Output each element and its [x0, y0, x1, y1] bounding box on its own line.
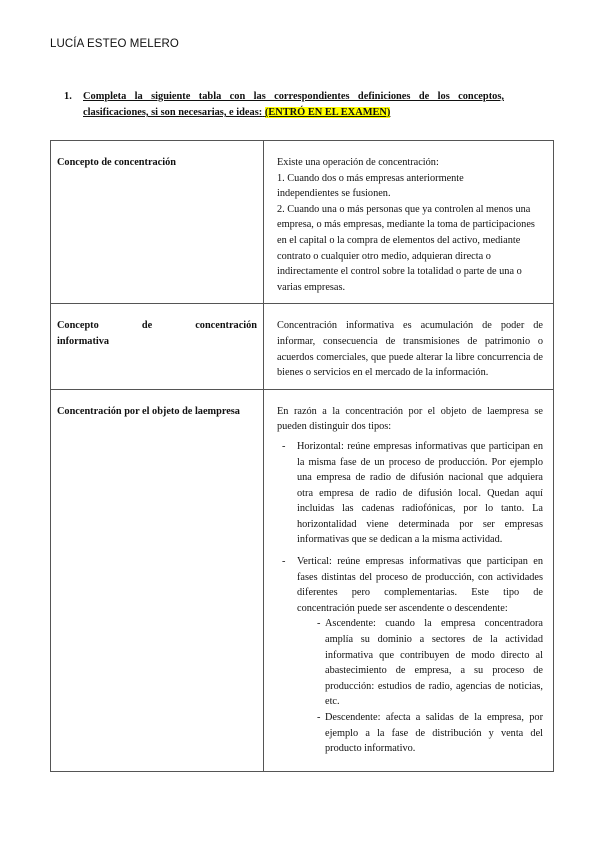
list-item: [317, 710, 543, 757]
concept-label: Concepto de concentración informativa: [57, 320, 257, 347]
concept-cell: Concepto de concentración: [51, 141, 264, 304]
definition-intro: En razón a la concentración por el objeto de laempresa se pueden distinguir dos tipos:: [277, 405, 543, 433]
definition-cell: [264, 141, 554, 304]
concept-cell: [51, 304, 264, 389]
definition-cell: [264, 389, 554, 771]
types-list: [277, 439, 543, 757]
list-item: [277, 439, 543, 548]
definition-line: 1. Cuando dos o más empresas anteriormente independientes se fusionen.: [277, 172, 464, 200]
table-row: [51, 304, 554, 389]
concept-cell: Concentración por el objeto de laempresa: [51, 389, 264, 771]
exam-highlight: (ENTRÓ EN EL EXAMEN): [264, 107, 391, 118]
dash-bullet-icon: -: [282, 556, 286, 568]
concepts-table: [50, 140, 554, 772]
question-body: Completa la siguiente tabla con las correspondientes definiciones de los conceptos, clasificaciones, si son necesarias, e ideas:: [83, 91, 504, 118]
item-text: Descendente: afecta a salidas de la empresa, por ejemplo a la fase de distribución y venta del producto informativo.: [325, 712, 543, 755]
table-row: [51, 389, 554, 771]
definition-line: 2. Cuando una o más personas que ya controlen al menos una empresa, o más empresas, mediante la toma de participaciones en el capital o la compra de elementos del activo, mediante contrato o cualquier otro medio, adquieran directa o indirectamente el control sobre la totalidad o parte de una o varias empresas.: [277, 203, 535, 293]
dash-bullet-icon: -: [317, 712, 321, 723]
dash-bullet-icon: -: [282, 440, 286, 452]
subtypes-list: [317, 616, 543, 756]
list-item: [317, 616, 543, 710]
definition-line: Existe una operación de concentración:: [277, 157, 439, 168]
item-text: Vertical: reúne empresas informativas que participan en fases distintas del proceso de producción, con actividades diferentes pero complementarias. Este tipo de concentración puede ser ascendente o descendente:: [297, 556, 543, 614]
list-item: [277, 554, 543, 757]
question-number: 1.: [64, 91, 72, 102]
question-text: [83, 89, 504, 121]
dash-bullet-icon: -: [317, 618, 321, 630]
definition-cell: Concentración informativa es acumulación de poder de informar, consecuencia de transmisiones de patrimonio o acuerdos comerciales, que puede alterar la libre concurrencia de bienes o servicios en el mercado de la información.: [264, 304, 554, 389]
table-row: [51, 141, 554, 304]
item-text: Horizontal: reúne empresas informativas que participan en la misma fase de un proceso de producción. Por ejemplo una empresa de radio de difusión nacional que adquiera otra empresa de radio de difusión local. Quedan aquí incluidas las cadenas radiofónicas, por lo tanto. La horizontalidad viene determinada por ser empresas informativas que se dedican a la misma actividad.: [297, 440, 543, 546]
question: [64, 89, 504, 121]
item-text: Ascendente: cuando la empresa concentradora amplía su dominio a sectores de la actividad informativa que contribuyen de modo directo al abastecimiento de empresa, a su proceso de producción: estudios de radio, agencias de noticias, etc.: [325, 618, 543, 708]
author-name: LUCÍA ESTEO MELERO: [50, 38, 179, 50]
